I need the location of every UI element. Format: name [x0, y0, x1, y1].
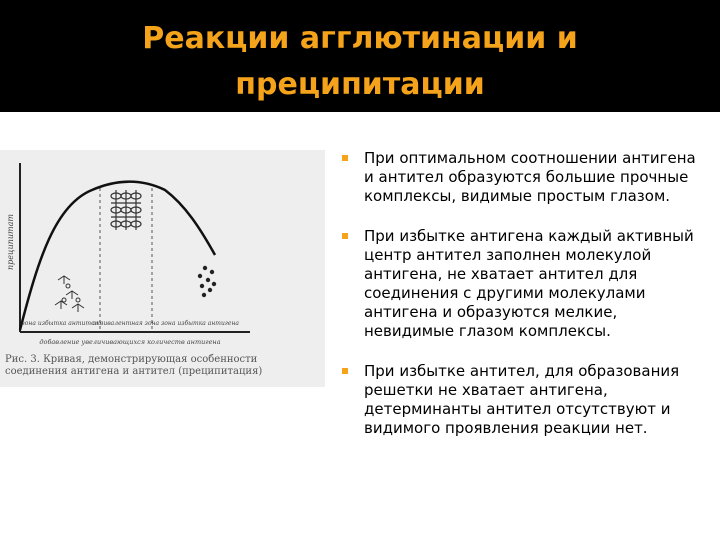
title-bar — [0, 0, 720, 112]
precipitation-curve-diagram — [0, 150, 325, 387]
antibody-excess-complex-icon — [55, 276, 84, 312]
lattice-complex-icon — [111, 190, 141, 230]
bullet-list — [342, 149, 707, 438]
x-axis-label: добавление увеличивающихся количеств антигена — [39, 338, 221, 346]
zone-label-equivalence: эквивалентная зона — [92, 320, 160, 327]
precipitation-curve-figure — [0, 150, 325, 387]
slide-title-line-2: преципитации — [235, 67, 485, 102]
bullet-item-antibody-excess — [342, 362, 707, 438]
zone-label-antibody-excess: зона избытка антител — [21, 320, 99, 327]
figure-caption-line-1: Рис. 3. Кривая, демонстрирующая особенности — [5, 354, 258, 365]
bullet-text: При избытке антител, для образования решетки не хватает антигена, детерминанты антител отсутствуют и видимого проявления реакции нет. — [364, 362, 680, 437]
bullet-item-optimal — [342, 149, 707, 206]
antigen-excess-complex-icon — [198, 266, 216, 297]
precipitation-curve — [20, 182, 215, 330]
slide-title-line-1: Реакции агглютинации и — [142, 21, 578, 56]
bullet-square-icon — [342, 368, 348, 374]
bullet-item-antigen-excess — [342, 227, 707, 341]
figure-caption — [5, 354, 320, 378]
bullet-square-icon — [342, 233, 348, 239]
y-axis-label: преципитат — [6, 214, 15, 270]
figure-caption-line-2: соединения антигена и антител (преципитация) — [5, 366, 263, 377]
bullet-text: При оптимальном соотношении антигена и антител образуются большие прочные комплексы, видимые простым глазом. — [364, 149, 696, 205]
bullet-square-icon — [342, 155, 348, 161]
zone-label-antigen-excess: зона избытка антигена — [161, 320, 239, 327]
bullet-text: При избытке антигена каждый активный центр антител заполнен молекулой антигена, не хватает антител для соединения с другими молекулами антигена и образуются мелкие, невидимые глазом комплексы. — [364, 227, 694, 340]
slide-title — [60, 16, 660, 108]
